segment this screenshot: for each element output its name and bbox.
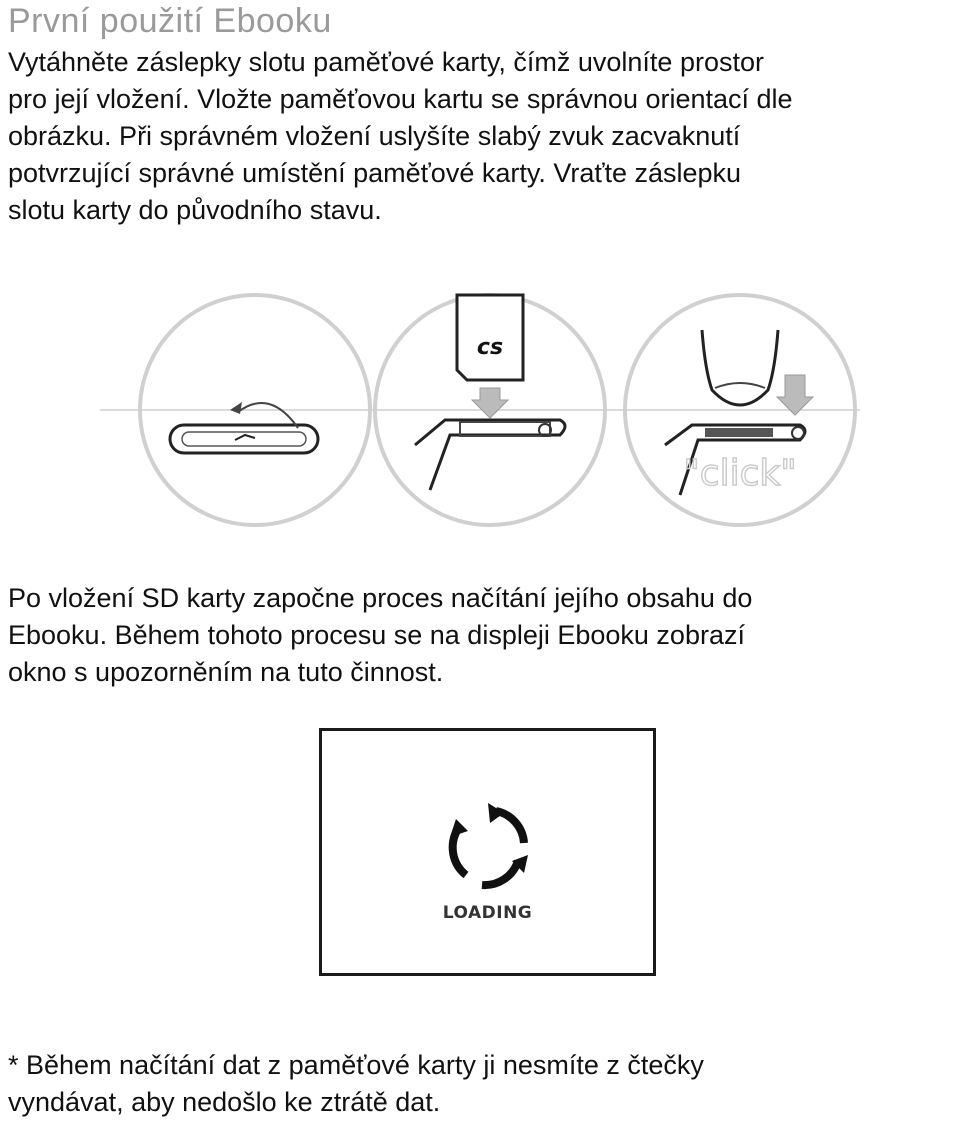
paragraph-line: Po vložení SD karty započne proces načítání jejího obsahu do [8, 583, 753, 613]
down-arrow-icon [472, 388, 508, 418]
intro-line: pro její vložení. Vložte paměťovou kartu se správnou orientací dle [8, 84, 793, 114]
paragraph-line: Ebooku. Během tohoto procesu se na displeji Ebooku zobrazí [8, 620, 745, 650]
intro-line: slotu karty do původního stavu. [8, 195, 382, 225]
loading-label: LOADING [442, 903, 533, 923]
note-line: * Během načítání dat z paměťové karty ji nesmíte z čtečky [8, 1050, 704, 1080]
page-title: První použití Ebooku [8, 2, 332, 40]
loading-screen [319, 728, 656, 976]
warning-note [8, 1047, 958, 1121]
intro-line: obrázku. Při správném vložení uslyšíte slabý zvuk zacvaknutí [8, 121, 741, 151]
note-line: vyndávat, aby nedošlo ke ztrátě dat. [8, 1087, 441, 1117]
sd-card-logo: cs [476, 335, 504, 360]
paragraph-line: okno s upozorněním na tuto činnost. [8, 657, 444, 687]
intro-line: potvrzující správné umístění paměťové karty. Vraťte záslepku [8, 158, 742, 188]
loading-arrows-icon [444, 801, 534, 891]
down-arrow-icon [777, 375, 813, 415]
finger-icon [702, 330, 778, 405]
sd-loading-paragraph [8, 580, 958, 691]
click-label: "click" [683, 453, 797, 494]
sd-card-insertion-illustration [100, 270, 860, 530]
intro-paragraph [8, 44, 958, 229]
intro-line: Vytáhněte záslepky slotu paměťové karty, čímž uvolníte prostor [8, 47, 764, 77]
